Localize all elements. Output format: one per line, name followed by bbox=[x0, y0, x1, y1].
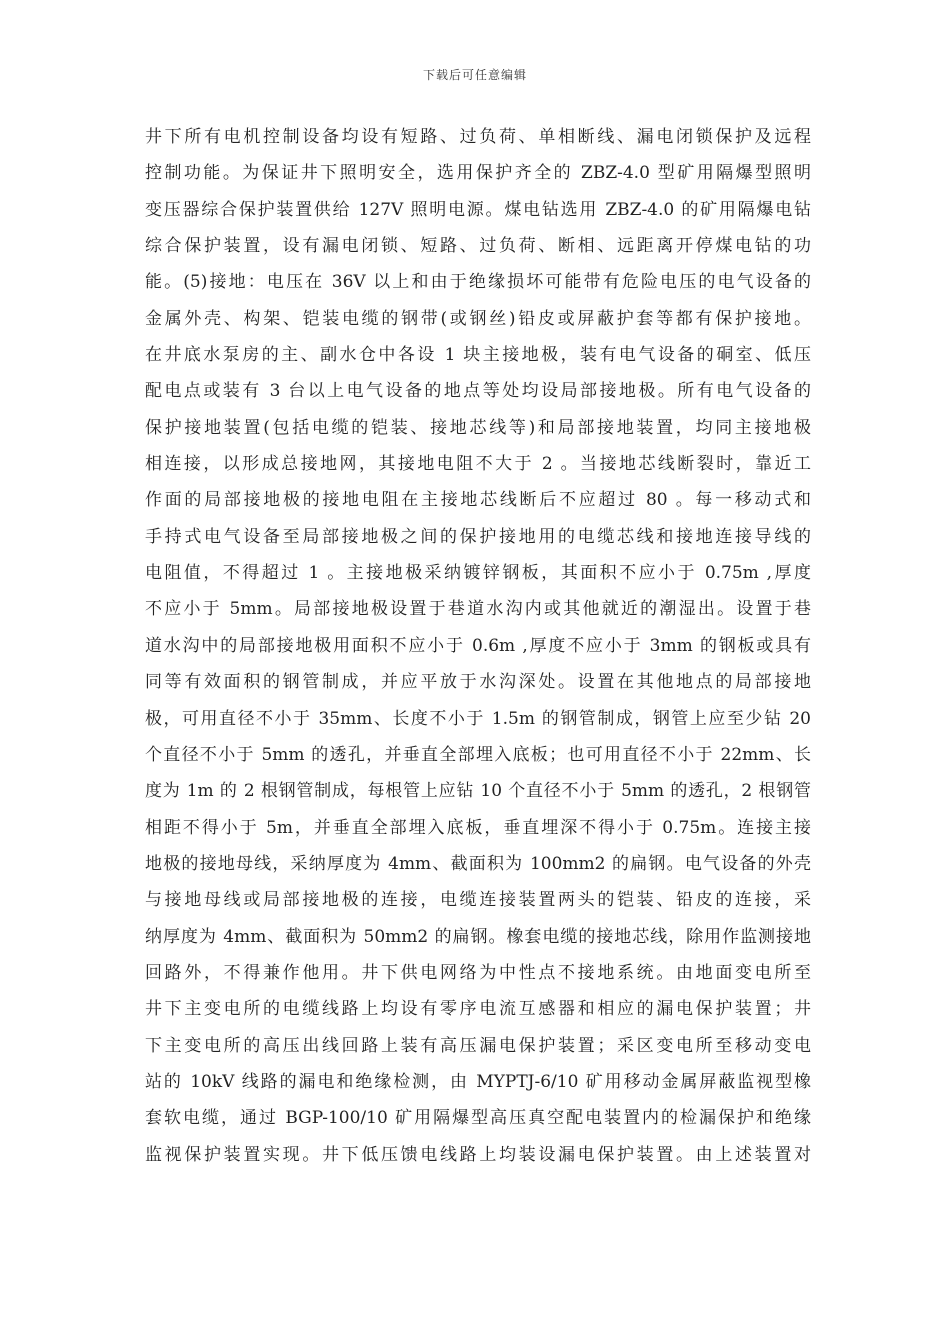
text-line: 站的 10kV 线路的漏电和绝缘检测，由 MYPTJ-6/10 矿用移动金属屏蔽监视型橡 bbox=[145, 1071, 811, 1092]
text-line: 相距不得小于 5m，并垂直全部埋入底板，垂直埋深不得小于 0.75m。连接主接 bbox=[145, 817, 811, 838]
text-line: 度为 1m 的 2 根钢管制成，每根管上应钻 10 个直径不小于 5mm 的透孔，2 根钢管 bbox=[145, 781, 811, 802]
document-body bbox=[145, 119, 811, 1173]
text-line: 手持式电气设备至局部接地极之间的保护接地用的电缆芯线和接地连接导线的 bbox=[145, 526, 811, 547]
text-line: 极，可用直径不小于 35mm、长度不小于 1.5m 的钢管制成，钢管上应至少钻 20 bbox=[145, 708, 811, 729]
page-header: 下载后可任意编辑 bbox=[422, 68, 527, 82]
text-line: 套软电缆，通过 BGP-100/10 矿用隔爆型高压真空配电装置内的检漏保护和绝缘 bbox=[145, 1108, 811, 1129]
text-line: 电阻值，不得超过 1 。主接地极采纳镀锌钢板，其面积不应小于 0.75m ,厚度 bbox=[145, 563, 811, 584]
text-line: 井下主变电所的电缆线路上均设有零序电流互感器和相应的漏电保护装置；井 bbox=[145, 999, 811, 1020]
text-line: 下主变电所的高压出线回路上装有高压漏电保护装置；采区变电所至移动变电 bbox=[145, 1035, 811, 1056]
text-line: 地极的接地母线，采纳厚度为 4mm、截面积为 100mm2 的扁钢。电气设备的外壳 bbox=[145, 853, 811, 874]
text-line: 与接地母线或局部接地极的连接，电缆连接装置两头的铠装、铅皮的连接，采 bbox=[145, 890, 811, 911]
text-line: 纳厚度为 4mm、截面积为 50mm2 的扁钢。橡套电缆的接地芯线，除用作监测接地 bbox=[145, 926, 811, 947]
text-line: 同等有效面积的钢管制成，并应平放于水沟深处。设置在其他地点的局部接地 bbox=[145, 672, 811, 693]
text-line: 井下所有电机控制设备均设有短路、过负荷、单相断线、漏电闭锁保护及远程 bbox=[145, 127, 811, 147]
text-line: 回路外，不得兼作他用。井下供电网络为中性点不接地系统。由地面变电所至 bbox=[145, 962, 811, 983]
text-line: 相连接，以形成总接地网，其接地电阻不大于 2 。当接地芯线断裂时，靠近工 bbox=[145, 454, 811, 475]
text-line: 监视保护装置实现。井下低压馈电线路上均装设漏电保护装置。由上述装置对 bbox=[145, 1144, 811, 1165]
text-line: 个直径不小于 5mm 的透孔，并垂直全部埋入底板；也可用直径不小于 22mm、长 bbox=[145, 744, 811, 765]
text-line: 综合保护装置，设有漏电闭锁、短路、过负荷、断相、远距离开停煤电钻的功 bbox=[145, 236, 811, 257]
text-line: 能。(5)接地：电压在 36V 以上和由于绝缘损坏可能带有危险电压的电气设备的 bbox=[145, 272, 811, 293]
text-line: 金属外壳、构架、铠装电缆的钢带(或钢丝)铅皮或屏蔽护套等都有保护接地。 bbox=[145, 308, 811, 329]
text-line: 不应小于 5mm。局部接地极设置于巷道水沟内或其他就近的潮湿出。设置于巷 bbox=[145, 599, 811, 620]
text-line: 变压器综合保护装置供给 127V 照明电源。煤电钻选用 ZBZ-4.0 的矿用隔爆电钻 bbox=[145, 199, 811, 220]
text-line: 道水沟中的局部接地极用面积不应小于 0.6m ,厚度不应小于 3mm 的钢板或具有 bbox=[145, 635, 811, 656]
text-line: 在井底水泵房的主、副水仓中各设 1 块主接地极，装有电气设备的硐室、低压 bbox=[145, 345, 811, 366]
text-line: 保护接地装置(包括电缆的铠装、接地芯线等)和局部接地装置，均同主接地极 bbox=[145, 417, 811, 438]
text-line: 作面的局部接地极的接地电阻在主接地芯线断后不应超过 80 。每一移动式和 bbox=[145, 490, 811, 511]
text-line: 控制功能。为保证井下照明安全，选用保护齐全的 ZBZ-4.0 型矿用隔爆型照明 bbox=[145, 163, 811, 184]
text-line: 配电点或装有 3 台以上电气设备的地点等处均设局部接地极。所有电气设备的 bbox=[145, 381, 811, 402]
